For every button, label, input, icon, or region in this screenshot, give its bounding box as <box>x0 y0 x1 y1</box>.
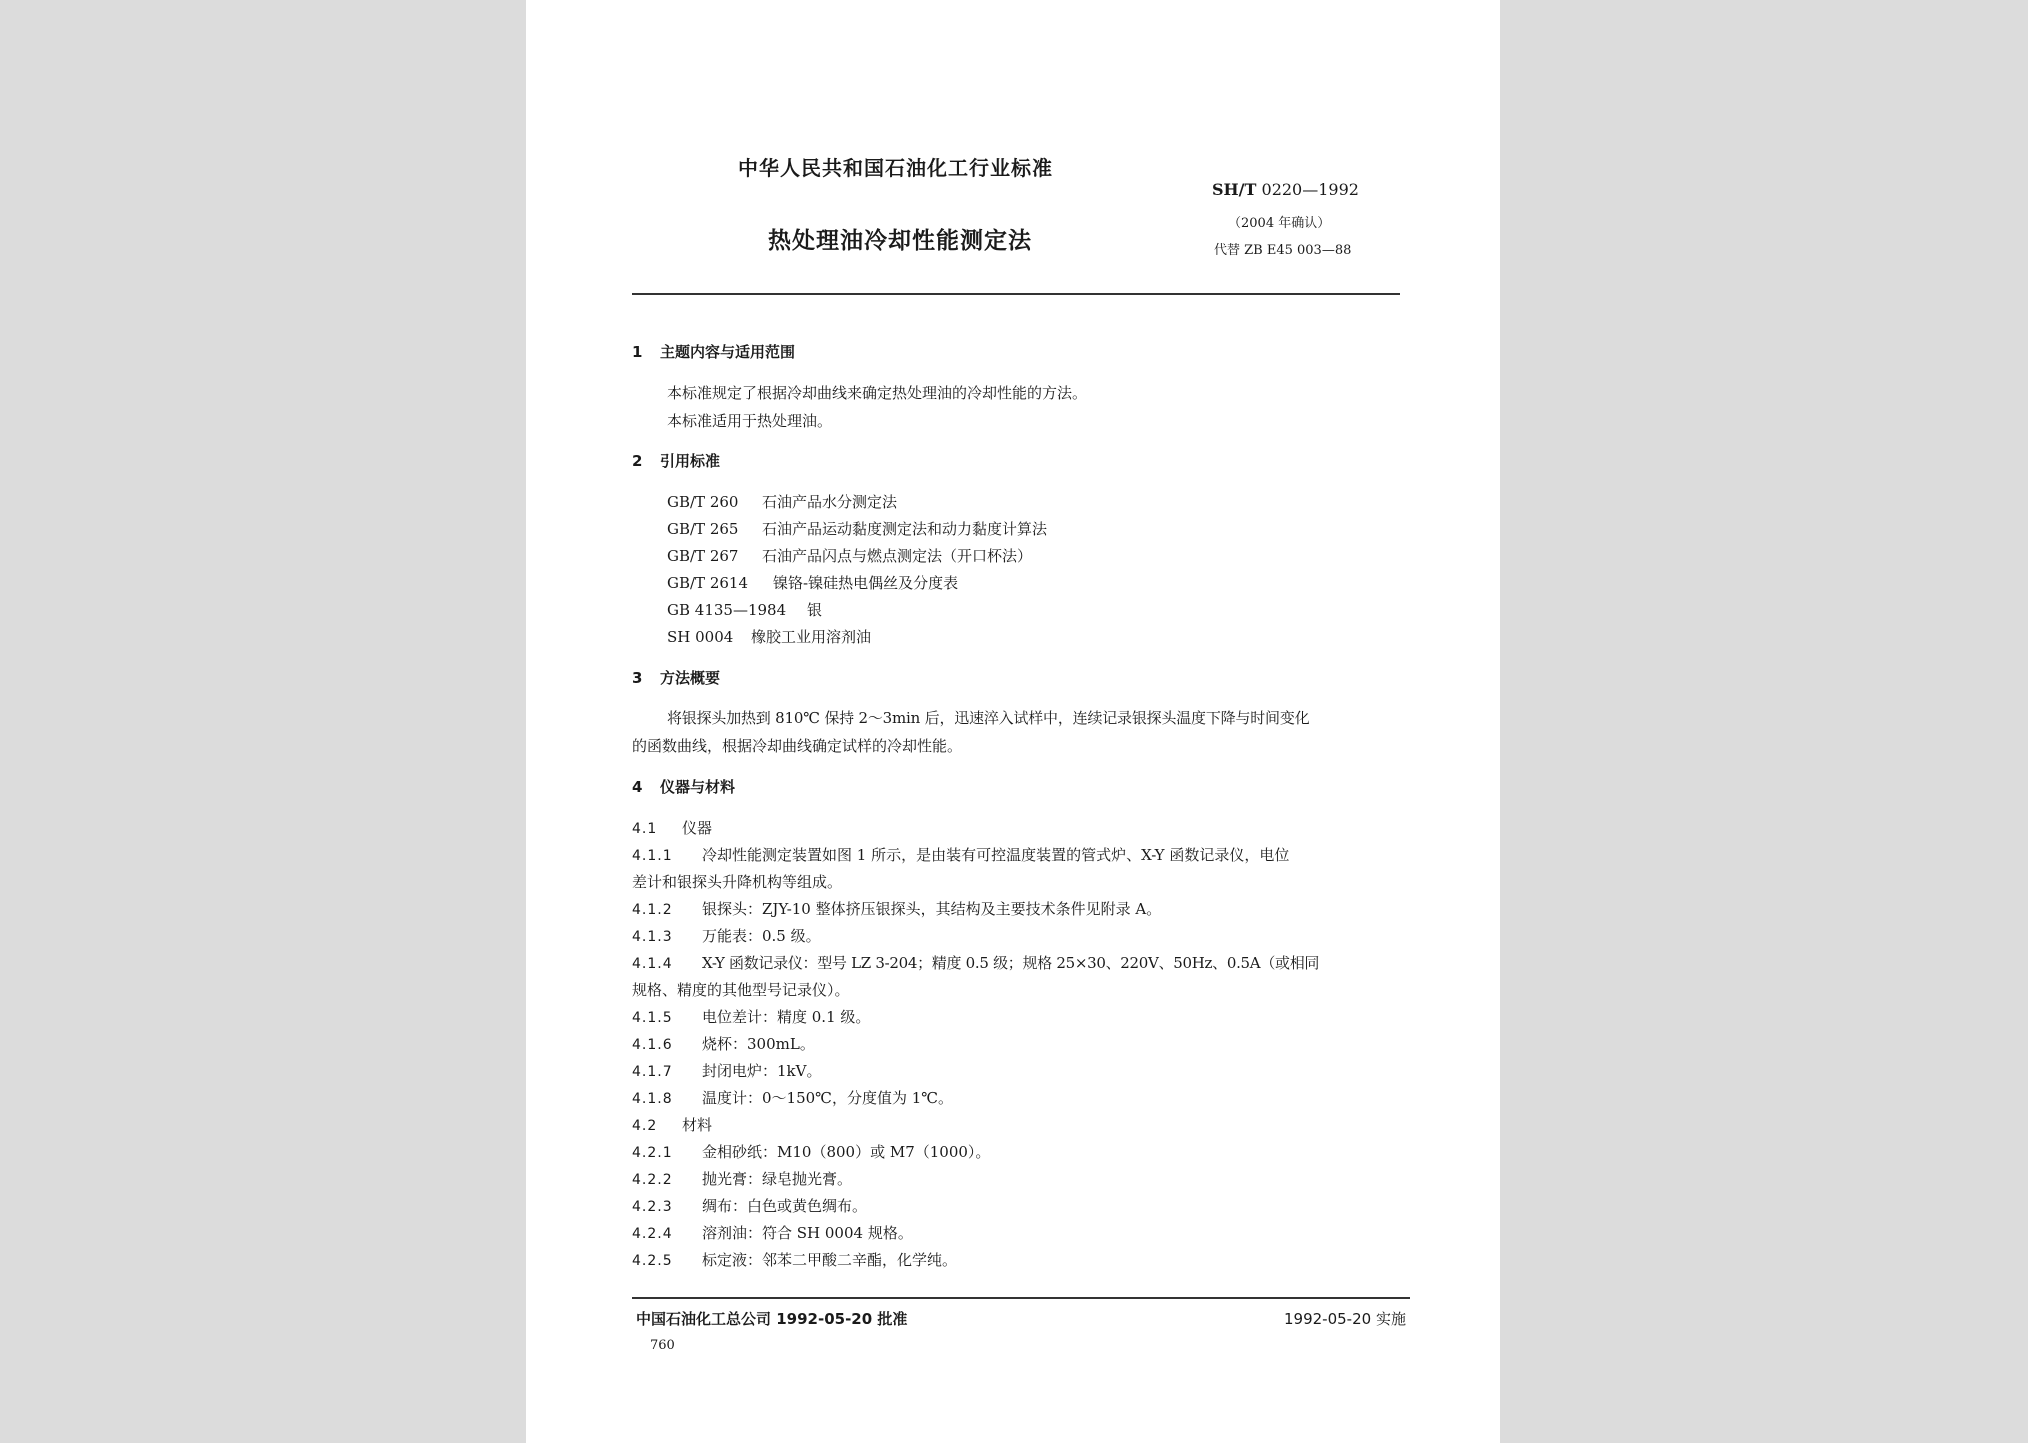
section-2-number: 2 <box>632 452 643 470</box>
confirmation-note: （2004 年确认） <box>1228 216 1331 231</box>
reference-code: GB 4135—1984 <box>667 601 787 619</box>
reference-name: 石油产品运动黏度测定法和动力黏度计算法 <box>762 520 1048 538</box>
clause-text: 电位差计：精度 0.1 级。 <box>702 1008 871 1026</box>
section-4-title: 仪器与材料 <box>660 778 736 796</box>
clause-text: 万能表：0.5 级。 <box>702 927 821 945</box>
clause-number: 4.2.2 <box>632 1172 673 1188</box>
clause-text: 抛光膏：绿皂抛光膏。 <box>702 1170 853 1188</box>
clause-number: 4.1.2 <box>632 902 673 918</box>
clause-text: 仪器 <box>682 819 713 837</box>
clause-4-2-1 <box>632 1141 990 1162</box>
reference-item <box>667 491 897 512</box>
standard-number <box>1212 180 1359 199</box>
clause-number: 4.1.6 <box>632 1037 673 1053</box>
clause-4-1-6 <box>632 1033 815 1054</box>
clause-4-2-5 <box>632 1249 957 1270</box>
clause-number: 4.1.3 <box>632 929 673 945</box>
section-1-para-2: 本标准适用于热处理油。 <box>667 412 833 430</box>
clause-4-1-1 <box>632 844 1289 865</box>
section-2-heading <box>632 450 720 471</box>
section-1-heading <box>632 341 795 362</box>
clause-4-1-8 <box>632 1087 953 1108</box>
clause-text: 绸布：白色或黄色绸布。 <box>702 1197 868 1215</box>
clause-text: 材料 <box>682 1116 713 1134</box>
page-number: 760 <box>650 1338 675 1353</box>
reference-name: 橡胶工业用溶剂油 <box>751 628 872 646</box>
clause-number: 4.2.1 <box>632 1145 673 1161</box>
document-title: 热处理油冷却性能测定法 <box>768 228 1032 254</box>
section-3-number: 3 <box>632 669 643 687</box>
clause-text: 银探头：ZJY-10 整体挤压银探头，其结构及主要技术条件见附录 A。 <box>702 900 1162 918</box>
reference-item <box>667 599 822 620</box>
approval-note: 中国石油化工总公司 1992-05-20 批准 <box>636 1310 908 1328</box>
clause-4-1-4-continuation: 规格、精度的其他型号记录仪）。 <box>632 981 850 999</box>
section-3-title: 方法概要 <box>660 669 721 687</box>
header-divider <box>632 293 1400 295</box>
clause-4-1-7 <box>632 1060 821 1081</box>
clause-text: 封闭电炉：1kV。 <box>702 1062 822 1080</box>
effective-date: 1992-05-20 实施 <box>1284 1310 1406 1328</box>
reference-item <box>667 572 958 593</box>
clause-text: 金相砂纸：M10（800）或 M7（1000）。 <box>702 1143 991 1161</box>
reference-code: GB/T 260 <box>667 493 739 511</box>
reference-code: GB/T 2614 <box>667 574 749 592</box>
clause-4-1-5 <box>632 1006 870 1027</box>
section-1-title: 主题内容与适用范围 <box>660 343 796 361</box>
reference-code: GB/T 265 <box>667 520 739 538</box>
reference-item <box>667 626 871 647</box>
footer-divider <box>632 1297 1410 1299</box>
clause-4-2-4 <box>632 1222 913 1243</box>
clause-4-2-3 <box>632 1195 867 1216</box>
clause-text: 标定液：邻苯二甲酸二辛酯，化学纯。 <box>702 1251 958 1269</box>
clause-number: 4.1.4 <box>632 956 673 972</box>
clause-text: X-Y 函数记录仪：型号 LZ 3-204；精度 0.5 级；规格 25×30、220V、50Hz、0.5A（或相同 <box>702 954 1320 972</box>
clause-number: 4.2 <box>632 1118 658 1134</box>
section-1-number: 1 <box>632 343 643 361</box>
clause-number: 4.1.1 <box>632 848 673 864</box>
replaces-note: 代替 ZB E45 003—88 <box>1214 243 1352 258</box>
clause-text: 温度计：0～150℃，分度值为 1℃。 <box>702 1089 954 1107</box>
standard-number-suffix: 0220—1992 <box>1261 180 1359 199</box>
section-2-title: 引用标准 <box>660 452 721 470</box>
reference-code: SH 0004 <box>667 628 734 646</box>
section-4-number: 4 <box>632 778 643 796</box>
clause-number: 4.1.7 <box>632 1064 673 1080</box>
section-4-heading <box>632 776 735 797</box>
section-1-para-1: 本标准规定了根据冷却曲线来确定热处理油的冷却性能的方法。 <box>667 384 1088 402</box>
clause-number: 4.2.5 <box>632 1253 673 1269</box>
clause-text: 烧杯：300mL。 <box>702 1035 815 1053</box>
clause-4-1-1-continuation: 差计和银探头升降机构等组成。 <box>632 873 843 891</box>
clause-text: 冷却性能测定装置如图 1 所示，是由装有可控温度装置的管式炉、X-Y 函数记录仪，电位 <box>702 846 1290 864</box>
reference-item <box>667 518 1047 539</box>
clause-text: 溶剂油：符合 SH 0004 规格。 <box>702 1224 913 1242</box>
section-3-para-line-1: 将银探头加热到 810℃ 保持 2～3min 后，迅速淬入试样中，连续记录银探头温度下降与时间变化 <box>667 709 1310 727</box>
clause-number: 4.1.5 <box>632 1010 673 1026</box>
clause-4-1-4 <box>632 952 1319 973</box>
section-3-para-line-2: 的函数曲线，根据冷却曲线确定试样的冷却性能。 <box>632 737 963 755</box>
reference-name: 石油产品水分测定法 <box>762 493 898 511</box>
clause-4-1-3 <box>632 925 821 946</box>
clause-number: 4.2.3 <box>632 1199 673 1215</box>
clause-number: 4.2.4 <box>632 1226 673 1242</box>
reference-name: 石油产品闪点与燃点测定法（开口杯法） <box>762 547 1033 565</box>
clause-4-1-2 <box>632 898 1161 919</box>
clause-4-2 <box>632 1114 712 1135</box>
reference-item <box>667 545 1032 566</box>
clause-number: 4.1.8 <box>632 1091 673 1107</box>
clause-4-1 <box>632 817 712 838</box>
reference-code: GB/T 267 <box>667 547 739 565</box>
org-title: 中华人民共和国石油化工行业标准 <box>738 156 1053 180</box>
section-3-heading <box>632 667 720 688</box>
reference-name: 镍铬-镍硅热电偶丝及分度表 <box>773 574 959 592</box>
clause-number: 4.1 <box>632 821 658 837</box>
clause-4-2-2 <box>632 1168 852 1189</box>
reference-name: 银 <box>807 601 823 619</box>
standard-number-prefix: SH/T <box>1212 180 1257 199</box>
document-page <box>526 0 1500 1443</box>
